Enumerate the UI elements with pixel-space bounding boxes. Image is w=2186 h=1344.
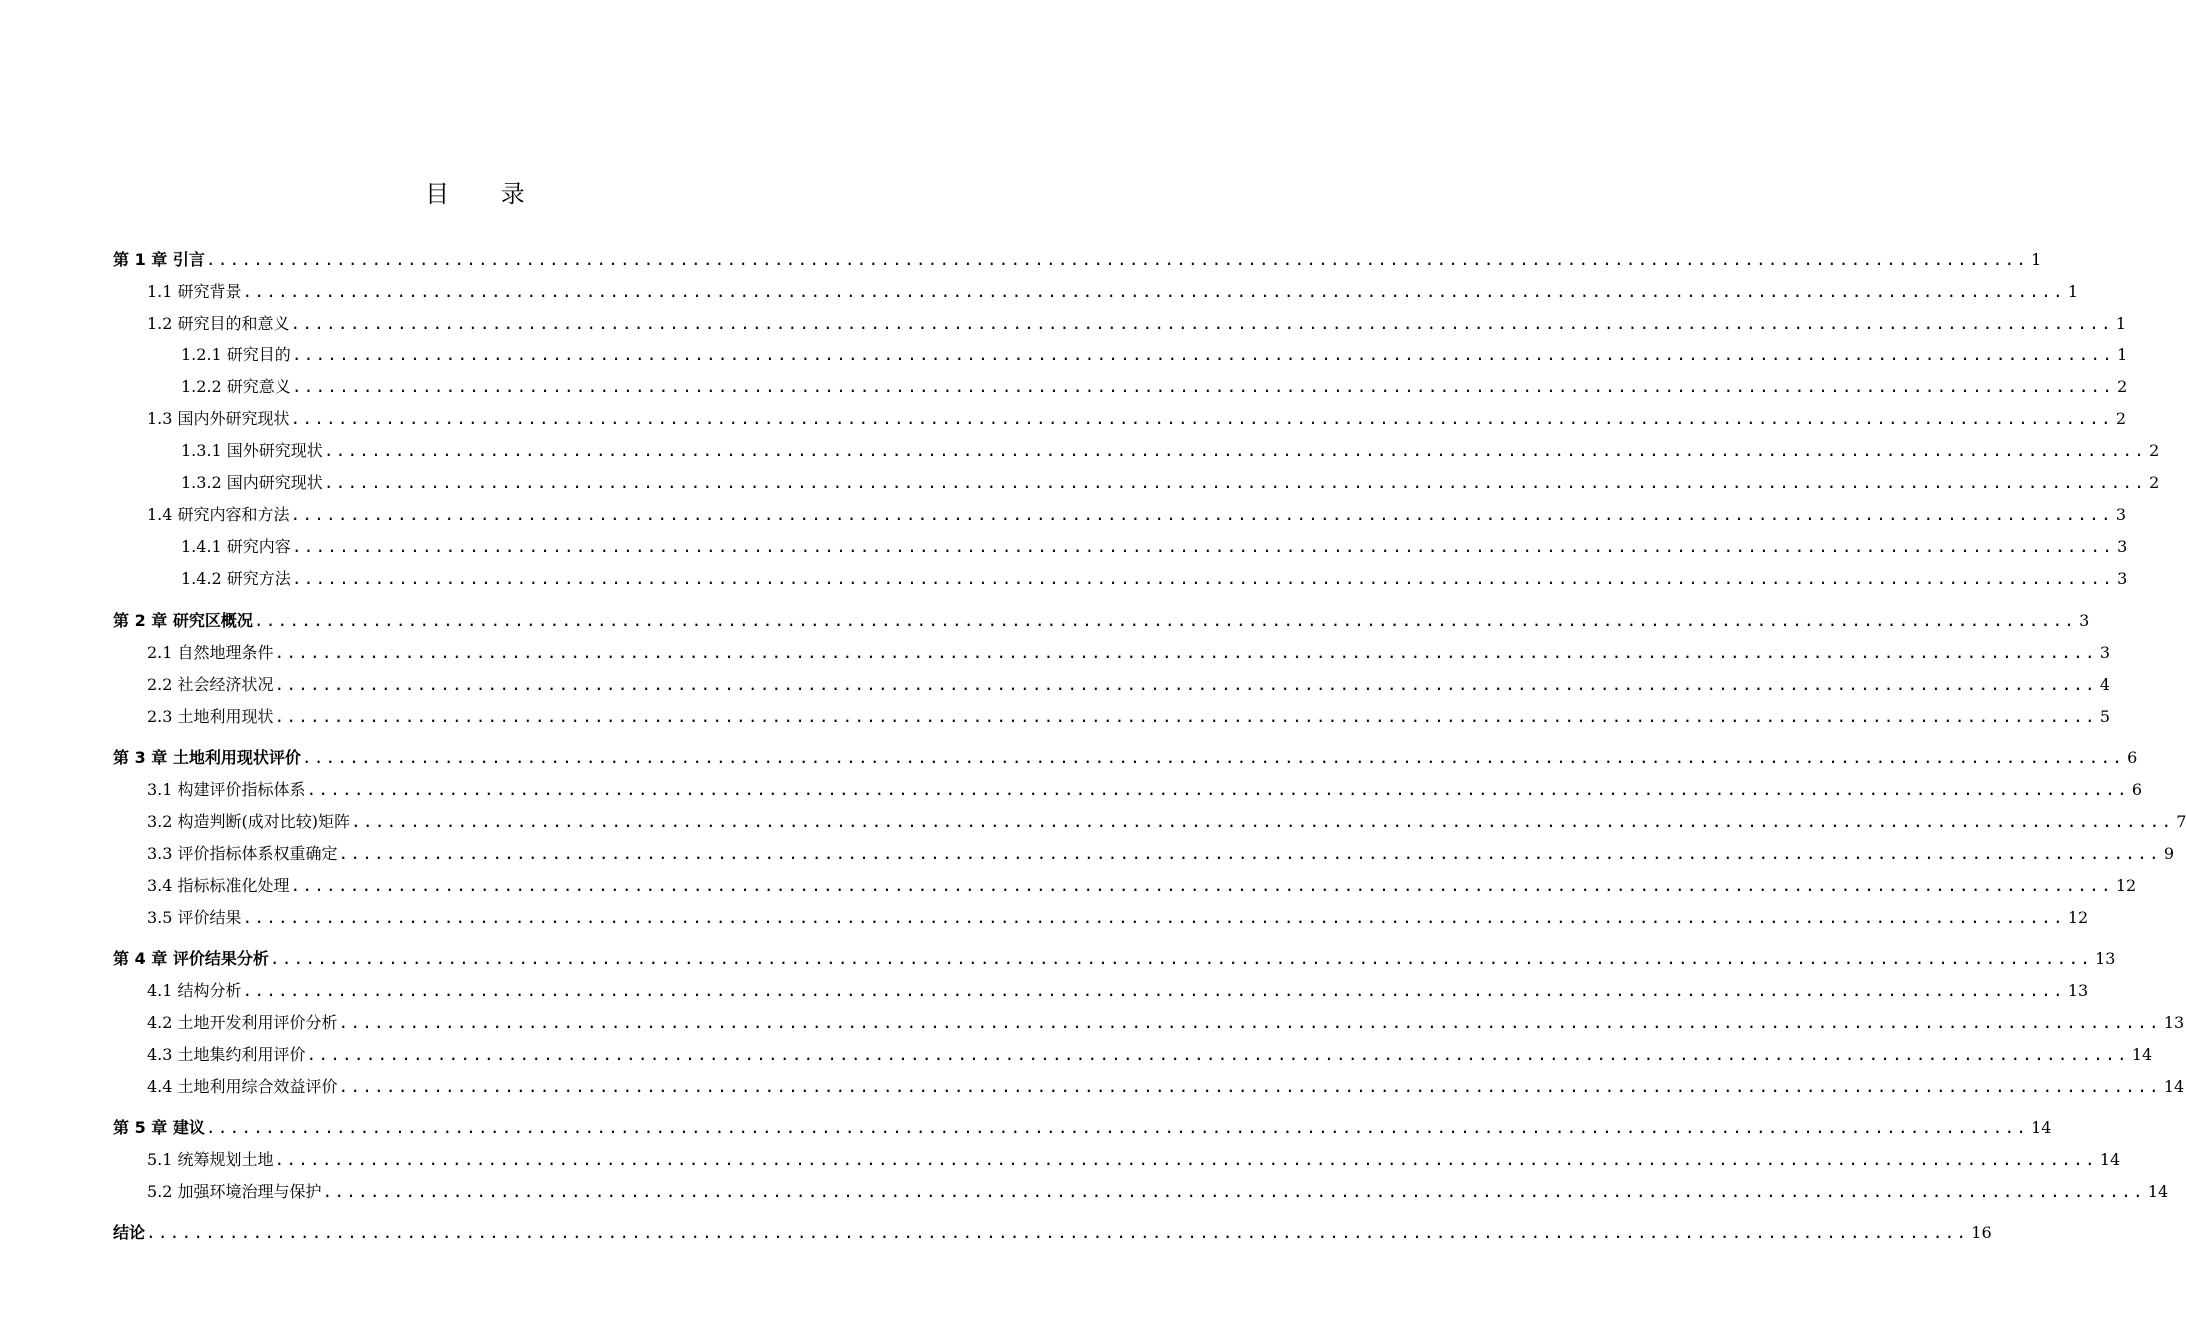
toc-leader-dots: ..........................................................................................................................................................	[338, 844, 2161, 863]
toc-leader-dots: ..........................................................................................................................................................	[338, 1013, 2161, 1032]
toc-page-number: 3	[2115, 505, 2126, 524]
toc-leader-dots: ..........................................................................................................................................................	[306, 1045, 2129, 1064]
toc-entry-3-3[interactable]	[147, 842, 2174, 866]
toc-entry-chapter-3[interactable]	[113, 746, 2138, 770]
toc-page-number: 12	[2067, 908, 2089, 927]
toc-entry-text: 第 3 章 土地利用现状评价	[113, 748, 301, 767]
toc-entry-5-2[interactable]	[147, 1180, 2169, 1204]
toc-entry-text: 第 1 章 引言	[113, 250, 205, 269]
toc-entry-text: 3.2 构造判断(成对比较)矩阵	[147, 812, 351, 831]
toc-leader-dots: ..........................................................................................................................................................	[291, 377, 2115, 396]
toc-entry-1-3-2[interactable]	[181, 471, 2160, 495]
toc-leader-dots: ..........................................................................................................................................................	[205, 1118, 2029, 1137]
toc-leader-dots: ..........................................................................................................................................................	[253, 611, 2077, 630]
toc-entry-3-2[interactable]	[147, 810, 2186, 834]
toc-page-number: 14	[2163, 1077, 2185, 1096]
toc-entry-text: 2.3 土地利用现状	[147, 707, 274, 726]
toc-leader-dots: ..........................................................................................................................................................	[242, 908, 2065, 927]
toc-entry-1-2[interactable]	[147, 312, 2126, 336]
toc-entry-text: 1.4 研究内容和方法	[147, 505, 290, 524]
toc-leader-dots: ..........................................................................................................................................................	[146, 1223, 1969, 1242]
toc-page-number: 13	[2163, 1013, 2185, 1032]
toc-leader-dots: ..........................................................................................................................................................	[290, 876, 2113, 895]
toc-entry-text: 5.1 统筹规划土地	[147, 1150, 274, 1169]
toc-leader-dots: ..........................................................................................................................................................	[338, 1077, 2161, 1096]
toc-leader-dots: ..........................................................................................................................................................	[290, 505, 2113, 524]
toc-page-number: 2	[2115, 409, 2126, 428]
toc-entry-1-4-2[interactable]	[181, 567, 2128, 591]
toc-entry-text: 4.3 土地集约利用评价	[147, 1045, 306, 1064]
toc-entry-4-1[interactable]	[147, 979, 2089, 1003]
toc-leader-dots: ..........................................................................................................................................................	[291, 345, 2115, 364]
toc-leader-dots: ..........................................................................................................................................................	[274, 1150, 2097, 1169]
toc-entry-5-1[interactable]	[147, 1148, 2121, 1172]
toc-entry-chapter-1[interactable]	[113, 248, 2042, 272]
toc-entry-text: 3.3 评价指标体系权重确定	[147, 844, 338, 863]
toc-entry-4-2[interactable]	[147, 1011, 2185, 1035]
toc-leader-dots: ..........................................................................................................................................................	[274, 707, 2097, 726]
toc-page-number: 3	[2117, 537, 2128, 556]
toc-page-number: 2	[2149, 441, 2160, 460]
toc-entry-3-5[interactable]	[147, 906, 2089, 930]
toc-entry-1-4-1[interactable]	[181, 535, 2128, 559]
toc-entry-text: 第 2 章 研究区概况	[113, 611, 253, 630]
toc-entry-text: 1.4.1 研究内容	[181, 537, 291, 556]
toc-leader-dots: ..........................................................................................................................................................	[269, 949, 2093, 968]
toc-entry-3-4[interactable]	[147, 874, 2137, 898]
toc-page-number: 7	[2176, 812, 2186, 831]
toc-entry-1-1[interactable]	[147, 280, 2078, 304]
toc-page-number: 6	[2127, 748, 2138, 767]
toc-entry-1-4[interactable]	[147, 503, 2126, 527]
toc-entry-text: 4.2 土地开发利用评价分析	[147, 1013, 338, 1032]
toc-entry-text: 结论	[113, 1223, 146, 1242]
toc-leader-dots: ..........................................................................................................................................................	[242, 981, 2065, 1000]
toc-entry-text: 3.5 评价结果	[147, 908, 242, 927]
toc-leader-dots: ..........................................................................................................................................................	[322, 1182, 2145, 1201]
toc-entry-chapter-5[interactable]	[113, 1116, 2052, 1140]
toc-page-number: 4	[2099, 675, 2110, 694]
toc-leader-dots: ..........................................................................................................................................................	[242, 282, 2065, 301]
toc-leader-dots: ..........................................................................................................................................................	[301, 748, 2125, 767]
toc-entry-text: 4.1 结构分析	[147, 981, 242, 1000]
toc-leader-dots: ..........................................................................................................................................................	[274, 675, 2097, 694]
toc-entry-3-1[interactable]	[147, 778, 2142, 802]
toc-page-number: 14	[2147, 1182, 2169, 1201]
toc-leader-dots: ..........................................................................................................................................................	[274, 643, 2097, 662]
toc-page-number: 5	[2099, 707, 2110, 726]
toc-leader-dots: ..........................................................................................................................................................	[290, 409, 2113, 428]
toc-entry-4-3[interactable]	[147, 1043, 2153, 1067]
toc-entry-conclusion[interactable]	[113, 1221, 1992, 1245]
toc-page-number: 12	[2115, 876, 2137, 895]
toc-entry-1-3-1[interactable]	[181, 439, 2160, 463]
toc-page-number: 14	[2031, 1118, 2052, 1137]
toc-page-number: 1	[2117, 345, 2128, 364]
toc-page-number: 14	[2131, 1045, 2153, 1064]
toc-entry-text: 5.2 加强环境治理与保护	[147, 1182, 322, 1201]
toc-leader-dots: ..........................................................................................................................................................	[351, 812, 2174, 831]
toc-entry-2-1[interactable]	[147, 641, 2110, 665]
toc-leader-dots: ..........................................................................................................................................................	[291, 537, 2115, 556]
toc-entry-text: 1.4.2 研究方法	[181, 569, 291, 588]
toc-page-number: 2	[2149, 473, 2160, 492]
toc-entry-text: 第 4 章 评价结果分析	[113, 949, 269, 968]
toc-leader-dots: ..........................................................................................................................................................	[323, 473, 2147, 492]
toc-page-number: 3	[2079, 611, 2090, 630]
toc-entry-1-2-2[interactable]	[181, 375, 2128, 399]
toc-page-number: 6	[2131, 780, 2142, 799]
toc-page-number: 16	[1971, 1223, 1992, 1242]
toc-entry-text: 3.1 构建评价指标体系	[147, 780, 306, 799]
toc-leader-dots: ..........................................................................................................................................................	[323, 441, 2147, 460]
toc-entry-text: 1.2.1 研究目的	[181, 345, 291, 364]
toc-entry-text: 2.1 自然地理条件	[147, 643, 274, 662]
toc-entry-text: 1.2.2 研究意义	[181, 377, 291, 396]
toc-leader-dots: ..........................................................................................................................................................	[290, 314, 2113, 333]
toc-page-number: 1	[2031, 250, 2042, 269]
toc-entry-2-3[interactable]	[147, 705, 2110, 729]
toc-page-number: 13	[2095, 949, 2116, 968]
toc-leader-dots: ..........................................................................................................................................................	[291, 569, 2115, 588]
toc-entry-text: 1.1 研究背景	[147, 282, 242, 301]
toc-entry-chapter-4[interactable]	[113, 947, 2116, 971]
toc-page-number: 3	[2099, 643, 2110, 662]
toc-entry-text: 第 5 章 建议	[113, 1118, 205, 1137]
toc-page-number: 1	[2067, 282, 2078, 301]
toc-entry-1-3[interactable]	[147, 407, 2126, 431]
toc-page-number: 14	[2099, 1150, 2121, 1169]
toc-page-number: 3	[2117, 569, 2128, 588]
toc-entry-text: 4.4 土地利用综合效益评价	[147, 1077, 338, 1096]
toc-entry-text: 3.4 指标标准化处理	[147, 876, 290, 895]
toc-page-number: 2	[2117, 377, 2128, 396]
toc-entry-text: 1.2 研究目的和意义	[147, 314, 290, 333]
toc-entry-text: 1.3.1 国外研究现状	[181, 441, 323, 460]
toc-page-number: 1	[2115, 314, 2126, 333]
toc-entry-chapter-2[interactable]	[113, 609, 2090, 633]
toc-leader-dots: ..........................................................................................................................................................	[306, 780, 2129, 799]
toc-entry-text: 1.3 国内外研究现状	[147, 409, 290, 428]
toc-entry-1-2-1[interactable]	[181, 343, 2128, 367]
toc-leader-dots: ..........................................................................................................................................................	[205, 250, 2029, 269]
toc-title: 目 录	[425, 180, 547, 208]
toc-entry-text: 1.3.2 国内研究现状	[181, 473, 323, 492]
toc-entry-2-2[interactable]	[147, 673, 2110, 697]
toc-entry-text: 2.2 社会经济状况	[147, 675, 274, 694]
toc-entry-4-4[interactable]	[147, 1075, 2185, 1099]
toc-page-number: 13	[2067, 981, 2089, 1000]
toc-page-number: 9	[2163, 844, 2174, 863]
